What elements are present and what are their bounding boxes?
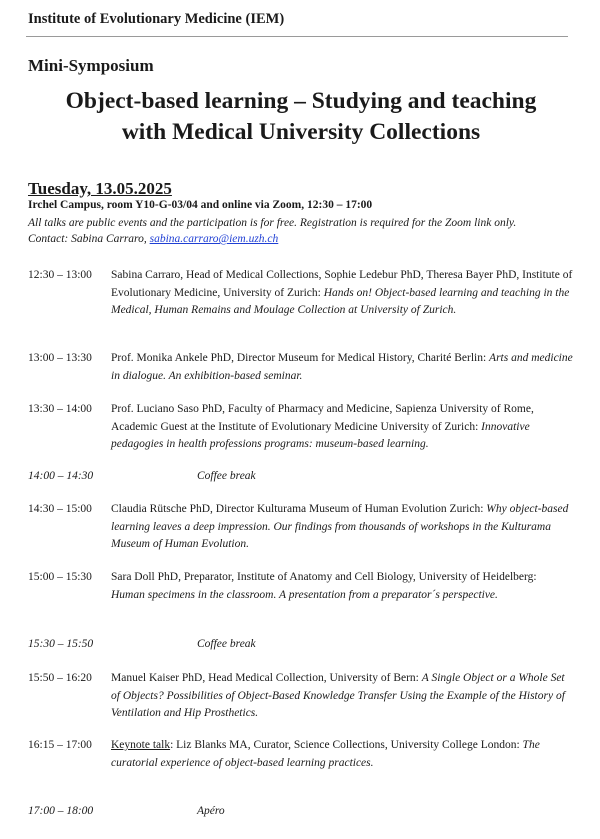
speaker: Prof. Monika Ankele PhD, Director Museum for Medical History, Charité Berlin: — [111, 352, 487, 364]
title-line-1: Object-based learning – Studying and teaching — [65, 88, 537, 114]
talk-title: The curatorial experience of object-based learning practices. — [111, 739, 540, 769]
slot-time: 17:00 – 18:00 — [28, 805, 94, 817]
slot-time: 16:15 – 17:00 — [28, 739, 92, 751]
break-label: Coffee break — [197, 638, 256, 650]
slot-time: 13:00 – 13:30 — [28, 352, 92, 364]
slot-description — [111, 267, 573, 320]
slot-time: 15:00 – 15:30 — [28, 571, 92, 583]
speaker: Sabina Carraro, Head of Medical Collections, Sophie Ledebur PhD, Theresa Bayer PhD, Institute of Evolutionary Medicine, University of Zurich: — [111, 269, 573, 299]
slot-description — [111, 670, 573, 723]
contact-line — [28, 233, 278, 245]
talk-title: Why object-based learning leaves a deep impression. Our findings from thousands of workshops in the Kulturama Museum of Human Evolution. — [111, 503, 569, 550]
talk-title: Human specimens in the classroom. A presentation from a preparator´s perspective. — [111, 588, 498, 601]
talk-title: Innovative pedagogies in health professions programs: museum-based learning. — [111, 420, 530, 450]
title-line-2: with Medical University Collections — [121, 119, 481, 145]
keynote-label: Keynote talk — [111, 739, 171, 751]
slot-time: 13:30 – 14:00 — [28, 403, 92, 415]
talk-title: A Single Object or a Whole Set of Objects? Possibilities of Object-Based Knowledge Transfer Using the Example of the History of Ventilation and Hip Prosthetics. — [111, 672, 565, 719]
event-kind: Mini-Symposium — [28, 56, 154, 75]
slot-time: 12:30 – 13:00 — [28, 269, 92, 281]
talk-title: Hands on! Object-based learning and teaching in the Medical, Human Remains and Moulage Collection at University of Zurich. — [111, 286, 570, 316]
speaker: Sara Doll PhD, Preparator, Institute of Anatomy and Cell Biology, University of Heidelberg: — [111, 571, 537, 583]
event-venue: Irchel Campus, room Y10-G-03/04 and online via Zoom, 12:30 – 17:00 — [28, 199, 373, 211]
contact-email-link[interactable]: sabina.carraro@iem.uzh.ch — [149, 233, 279, 245]
speaker: Manuel Kaiser PhD, Head Medical Collection, University of Bern: — [111, 672, 419, 684]
slot-description — [111, 350, 573, 385]
slot-description — [111, 737, 573, 772]
event-date: Tuesday, 13.05.2025 — [28, 179, 172, 198]
break-label: Apéro — [197, 805, 225, 817]
contact-label: Contact: Sabina Carraro, — [28, 233, 147, 245]
slot-time: 14:00 – 14:30 — [28, 470, 94, 482]
slot-time: 15:50 – 16:20 — [28, 672, 92, 684]
slot-description — [111, 501, 573, 554]
slot-description — [111, 569, 573, 604]
header-divider — [26, 36, 568, 37]
institute-name: Institute of Evolutionary Medicine (IEM) — [28, 11, 285, 27]
slot-description — [111, 401, 573, 454]
break-label: Coffee break — [197, 470, 256, 482]
talk-title: Arts and medicine in dialogue. An exhibition-based seminar. — [111, 352, 573, 382]
speaker: Prof. Luciano Saso PhD, Faculty of Pharmacy and Medicine, Sapienza University of Rome, Academic Guest at the Institute of Evolutionary Medicine University of Zurich: — [111, 403, 534, 433]
speaker: Claudia Rütsche PhD, Director Kulturama Museum of Human Evolution Zurich: — [111, 503, 484, 515]
page-title — [20, 86, 582, 148]
registration-note: All talks are public events and the participation is for free. Registration is required for the Zoom link only. — [28, 217, 517, 229]
slot-time: 15:30 – 15:50 — [28, 638, 94, 650]
speaker: : Liz Blanks MA, Curator, Science Collections, University College London: — [170, 739, 520, 751]
slot-time: 14:30 – 15:00 — [28, 503, 92, 515]
